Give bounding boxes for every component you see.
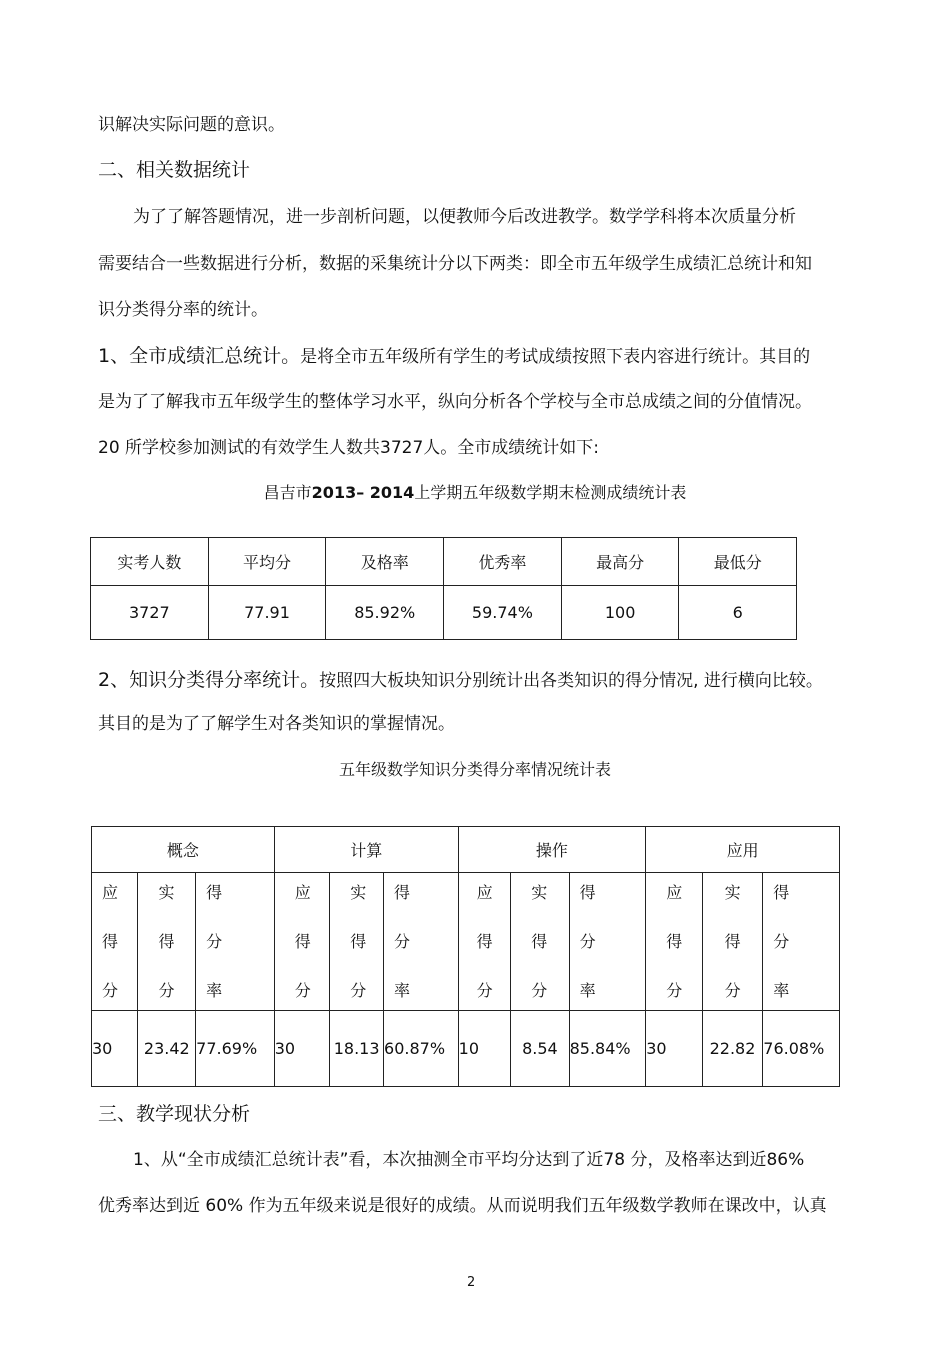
paragraph-line: 其目的是为了了解学生对各类知识的掌握情况。	[98, 714, 455, 734]
table-cell: 59.74%	[444, 586, 562, 640]
knowledge-score-table	[91, 826, 840, 1087]
table-header-cell: 平均分	[208, 538, 326, 586]
table-cell: 8.54	[511, 1011, 569, 1087]
table-cell: 18.13	[330, 1011, 384, 1087]
paragraph-line: 为了了解答题情况，进一步剖析问题，以便教师今后改进教学。数学学科将本次质量分析	[133, 207, 796, 227]
paragraph-line: 识分类得分率的统计。	[98, 300, 268, 320]
table-subheader-row	[92, 873, 840, 1011]
group-header-calculation: 计算	[274, 827, 458, 873]
table-header-row	[92, 827, 840, 873]
table-cell: 60.87%	[384, 1011, 459, 1087]
subheader-cell: 实 得 分	[511, 873, 569, 1011]
group-header-application: 应用	[646, 827, 840, 873]
table-cell: 77.91	[208, 586, 326, 640]
paragraph-line: 需要结合一些数据进行分析，数据的采集统计分以下两类：即全市五年级学生成绩汇总统计和知	[98, 254, 812, 274]
subsection-1-text: 是将全市五年级所有学生的考试成绩按照下表内容进行统计。其目的	[300, 347, 811, 367]
table-cell: 30	[646, 1011, 702, 1087]
table-cell: 22.82	[702, 1011, 763, 1087]
section-heading-teaching-analysis: 三、教学现状分析	[98, 1103, 251, 1125]
group-header-operation: 操作	[458, 827, 646, 873]
table-cell: 76.08%	[763, 1011, 840, 1087]
table-header-cell: 实考人数	[91, 538, 209, 586]
section-heading-data-statistics: 二、相关数据统计	[98, 159, 251, 181]
subsection-2-title: 2、知识分类得分率统计。	[98, 669, 320, 691]
subheader-cell: 实 得 分	[702, 873, 763, 1011]
table-cell: 23.42	[138, 1011, 196, 1087]
subheader-cell: 得 分 率	[196, 873, 275, 1011]
subsection-1-line	[98, 344, 810, 369]
subheader-cell: 实 得 分	[138, 873, 196, 1011]
paragraph-line: 20 所学校参加测试的有效学生人数共3727人。全市成绩统计如下:	[98, 438, 600, 458]
subsection-2-text: 按照四大板块知识分别统计出各类知识的得分情况, 进行横向比较。	[319, 671, 823, 691]
paragraph-continuation: 识解决实际问题的意识。	[98, 115, 285, 135]
subheader-cell: 得 分 率	[569, 873, 646, 1011]
table-row	[91, 586, 797, 640]
subheader-cell: 得 分 率	[763, 873, 840, 1011]
table-header-row	[91, 538, 797, 586]
table-cell: 3727	[91, 586, 209, 640]
paragraph-line: 1、从“全市成绩汇总统计表”看，本次抽测全市平均分达到了近78 分，及格率达到近86%	[133, 1150, 805, 1170]
subsection-2-line	[98, 668, 823, 693]
group-header-concept: 概念	[92, 827, 275, 873]
table-cell: 85.92%	[326, 586, 444, 640]
table-cell: 6	[679, 586, 797, 640]
paragraph-line: 优秀率达到近 60% 作为五年级来说是很好的成绩。从而说明我们五年级数学教师在课改中，认真	[98, 1196, 827, 1216]
table-header-cell: 最高分	[561, 538, 679, 586]
subheader-cell: 应 得 分	[92, 873, 138, 1011]
subheader-cell: 应 得 分	[458, 873, 511, 1011]
table-header-cell: 最低分	[679, 538, 797, 586]
table-cell: 30	[274, 1011, 330, 1087]
subheader-cell: 实 得 分	[330, 873, 384, 1011]
table-cell: 77.69%	[196, 1011, 275, 1087]
paragraph-line: 是为了了解我市五年级学生的整体学习水平，纵向分析各个学校与全市总成绩之间的分值情况。	[98, 392, 812, 412]
table-header-cell: 及格率	[326, 538, 444, 586]
table-cell: 85.84%	[569, 1011, 646, 1087]
table-cell: 30	[92, 1011, 138, 1087]
table1-caption: 昌吉市2013– 2014上学期五年级数学期末检测成绩统计表	[263, 483, 687, 502]
subheader-cell: 应 得 分	[646, 873, 702, 1011]
table-row	[92, 1011, 840, 1087]
subsection-1-title: 1、全市成绩汇总统计。	[98, 345, 301, 367]
score-summary-table	[90, 537, 797, 640]
table-cell: 100	[561, 586, 679, 640]
table-header-cell: 优秀率	[444, 538, 562, 586]
subheader-cell: 应 得 分	[274, 873, 330, 1011]
table-cell: 10	[458, 1011, 511, 1087]
subheader-cell: 得 分 率	[384, 873, 459, 1011]
page-number: 2	[467, 1275, 476, 1290]
table2-caption: 五年级数学知识分类得分率情况统计表	[338, 760, 611, 779]
